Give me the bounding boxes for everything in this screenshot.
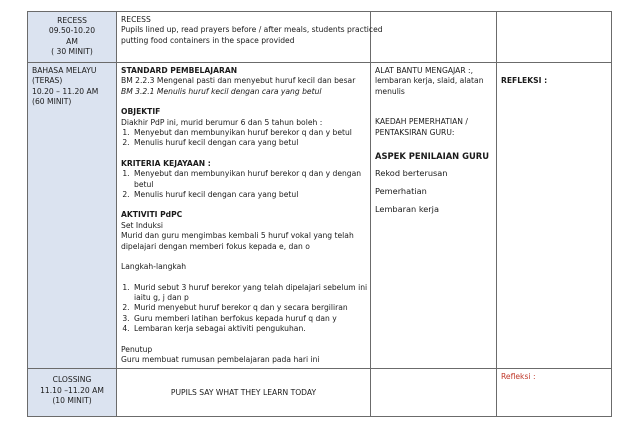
recess-time-ampm: AM — [66, 36, 78, 46]
bm-type: (TERAS) — [32, 76, 63, 86]
alat-line-2: lembaran kerja, slaid, alatan — [375, 76, 484, 86]
recess-content-cell — [117, 12, 383, 63]
recess-time-title: RECESS — [57, 16, 87, 25]
closing-text: PUPILS SAY WHAT THEY LEARN TODAY — [170, 387, 317, 397]
objektif-intro: Diakhir PdP ini, murid berumur 6 dan 5 tahun boleh : — [121, 117, 323, 127]
kriteria-item — [132, 169, 366, 190]
alat-line-1: ALAT BANTU MENGAJAR :, — [375, 66, 474, 75]
langkah-item-1-line1: 1. Murid sebut 3 huruf berekor yang telah dipelajari sebelum ini — [134, 282, 368, 292]
kriteria-heading: KRITERIA KEJAYAAN : — [121, 158, 211, 168]
aspek-item: Pemerhatian — [375, 186, 427, 197]
standard-line-2: BM 3.2.1 Menulis huruf kecil dengan cara yang betul — [121, 86, 322, 96]
kriteria-item-1-line1: 1. Menyebut dan membunyikan huruf berekor q dan y dengan — [134, 169, 362, 179]
recess-row — [28, 12, 612, 63]
langkah-item-1-line2: iaitu g, j dan p — [134, 292, 189, 302]
alat-line-3: menulis — [375, 86, 405, 96]
recess-empty-cell-3 — [371, 12, 497, 63]
recess-desc-line1: Pupils lined up, read prayers before / after meals, students practiced — [121, 25, 383, 35]
langkah-item: 3. Guru memberi latihan berfokus kepada huruf q dan y — [132, 314, 366, 324]
recess-time-range: 09.50-10.20 — [48, 26, 96, 36]
closing-row — [28, 369, 612, 417]
kriteria-list — [121, 169, 366, 200]
recess-time-cell — [28, 12, 117, 63]
recess-duration: ( 30 MINIT) — [51, 47, 93, 57]
aspek-item: Rekod berterusan — [375, 168, 448, 179]
bm-resources-cell — [371, 63, 497, 369]
kriteria-item: 2. Menulis huruf kecil dengan cara yang betul — [132, 190, 366, 200]
closing-refleksi-cell — [497, 369, 612, 417]
standard-heading: STANDARD PEMBELAJARAN — [121, 66, 238, 75]
aspek-heading: ASPEK PENILAIAN GURU — [375, 151, 490, 162]
recess-desc-line2: putting food containers in the space provided — [121, 35, 295, 45]
closing-time: 11.10 –11.20 AM — [40, 385, 104, 395]
closing-title: CLOSSING — [52, 375, 92, 385]
langkah-item: 4. Lembaran kerja sebagai aktiviti pengukuhan. — [132, 324, 366, 334]
penutup-label: Penutup — [121, 344, 153, 354]
closing-content-cell — [117, 369, 371, 417]
penutup-text: Guru membuat rumusan pembelajaran pada hari ini — [121, 354, 320, 364]
bm-content-cell — [117, 63, 371, 369]
closing-refleksi-label: Refleksi : — [501, 372, 536, 382]
recess-empty-cell-4 — [497, 12, 612, 63]
set-induksi-label: Set Induksi — [121, 220, 164, 230]
bm-refleksi-cell — [497, 63, 612, 369]
kaedah-line-1: KAEDAH PEMERHATIAN / — [375, 117, 468, 127]
bm-row — [28, 63, 612, 369]
lesson-plan-table — [27, 11, 612, 417]
objektif-item: 2. Menulis huruf kecil dengan cara yang betul — [132, 138, 366, 148]
kriteria-item-1-line2: betul — [134, 179, 154, 189]
closing-duration: (10 MINIT) — [52, 396, 92, 406]
kaedah-line-2: PENTAKSIRAN GURU: — [375, 127, 455, 137]
langkah-item: 2. Murid menyebut huruf berekor q dan y secara bergiliran — [132, 303, 366, 313]
langkah-item — [132, 283, 366, 304]
bm-duration: (60 MINIT) — [32, 97, 72, 107]
bm-time: 10.20 – 11.20 AM — [32, 86, 99, 96]
induksi-line-1: Murid dan guru mengimbas kembali 5 huruf vokal yang telah — [121, 231, 354, 241]
refleksi-label: REFLEKSI : — [501, 76, 548, 85]
langkah-list — [121, 283, 366, 335]
objektif-heading: OBJEKTIF — [121, 107, 161, 117]
objektif-list — [121, 128, 366, 149]
langkah-label: Langkah-langkah — [121, 262, 187, 272]
closing-time-cell — [28, 369, 117, 417]
standard-line-1: BM 2.2.3 Mengenal pasti dan menyebut huruf kecil dan besar — [121, 76, 356, 86]
bm-subject: BAHASA MELAYU — [32, 66, 97, 75]
bm-time-cell — [28, 63, 117, 369]
aktiviti-heading: AKTIVITI PdPC — [121, 210, 183, 220]
closing-empty-cell — [371, 369, 497, 417]
aspek-item: Lembaran kerja — [375, 204, 439, 215]
recess-title: RECESS — [121, 15, 151, 24]
objektif-item: 1. Menyebut dan membunyikan huruf berekor q dan y betul — [132, 128, 366, 138]
induksi-line-2: dipelajari dengan memberi fokus kepada e, dan o — [121, 241, 310, 251]
